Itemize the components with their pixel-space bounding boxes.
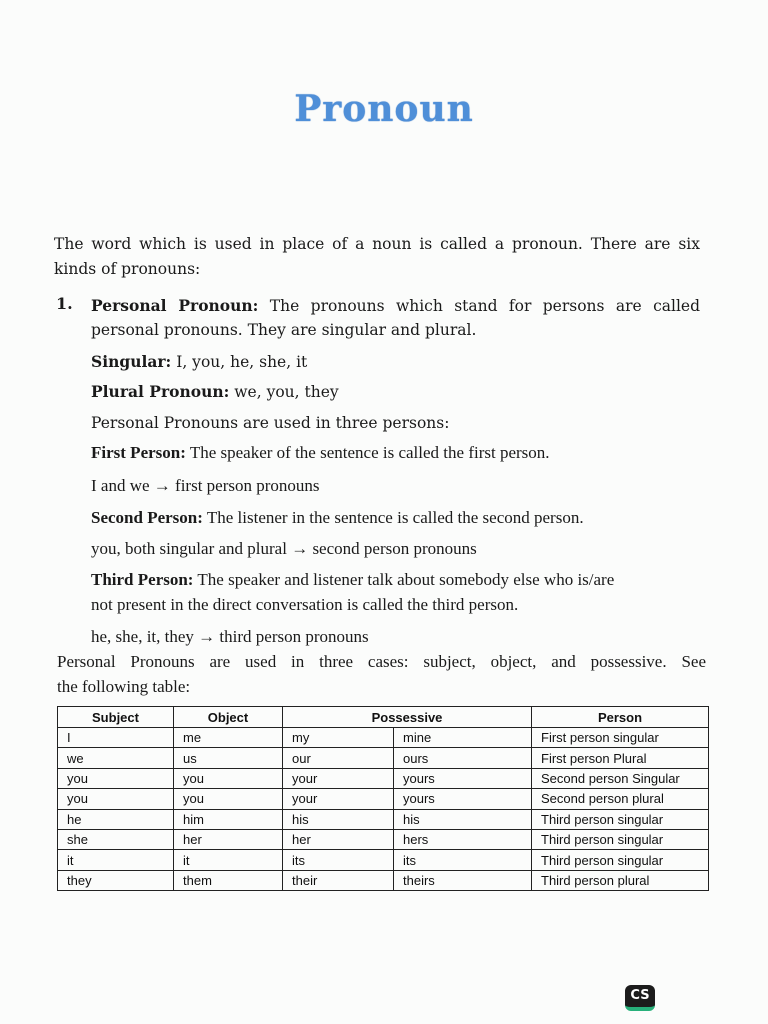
table-row: [58, 870, 709, 890]
table-row: [58, 789, 709, 809]
cell-subject: it: [58, 850, 174, 870]
personal-pronoun-heading: Personal Pronoun:: [91, 296, 259, 315]
personal-pronoun-definition: [91, 294, 700, 318]
cell-possessive-pron: his: [394, 809, 532, 829]
cell-person: Third person singular: [532, 809, 709, 829]
cell-possessive-adj: your: [283, 768, 394, 788]
table-row: [58, 829, 709, 849]
singular-line: [91, 350, 307, 374]
cell-person: First person singular: [532, 728, 709, 748]
cell-subject: they: [58, 870, 174, 890]
cell-possessive-pron: yours: [394, 768, 532, 788]
personal-pronoun-def-2: personal pronouns. They are singular and plural.: [91, 321, 477, 339]
table-row: [58, 728, 709, 748]
third-person-text-1: The speaker and listener talk about somebody else who is/are: [193, 570, 615, 589]
cell-object: them: [174, 870, 283, 890]
cases-line-2: the following table:: [57, 677, 191, 696]
second-person-label: Second Person:: [91, 508, 203, 527]
cell-object: you: [174, 768, 283, 788]
cell-possessive-pron: ours: [394, 748, 532, 768]
table-row: [58, 768, 709, 788]
cell-object: him: [174, 809, 283, 829]
second-person-text: The listener in the sentence is called the second person.: [202, 508, 584, 527]
table-row: [58, 850, 709, 870]
cell-possessive-pron: its: [394, 850, 532, 870]
header-person: Person: [532, 707, 709, 728]
camscanner-logo: CS: [625, 985, 655, 1011]
cell-possessive-adj: her: [283, 829, 394, 849]
cell-subject: I: [58, 728, 174, 748]
table-row: [58, 809, 709, 829]
cell-subject: he: [58, 809, 174, 829]
cases-line-1: Personal Pronouns are used in three cases: subject, object, and possessive. See: [57, 652, 706, 671]
cell-object: her: [174, 829, 283, 849]
personal-pronoun-def-1: The pronouns which stand for persons are called: [258, 297, 701, 315]
header-possessive: Possessive: [283, 707, 532, 728]
cell-person: Third person plural: [532, 870, 709, 890]
second-person-example: you, both singular and plural → second person pronouns: [91, 539, 477, 558]
singular-text: I, you, he, she, it: [171, 353, 308, 371]
cell-object: us: [174, 748, 283, 768]
first-person-text: The speaker of the sentence is called the first person.: [185, 443, 550, 462]
cell-object: it: [174, 850, 283, 870]
cell-subject: you: [58, 768, 174, 788]
cell-person: Third person singular: [532, 829, 709, 849]
third-person-line: [91, 568, 614, 592]
cell-possessive-pron: yours: [394, 789, 532, 809]
singular-label: Singular:: [91, 352, 172, 371]
cell-possessive-adj: our: [283, 748, 394, 768]
cell-object: me: [174, 728, 283, 748]
third-person-label: Third Person:: [91, 570, 194, 589]
second-person-line: [91, 506, 584, 530]
cell-possessive-adj: your: [283, 789, 394, 809]
cell-subject: you: [58, 789, 174, 809]
list-number: 1.: [56, 294, 73, 313]
plural-label: Plural Pronoun:: [91, 382, 230, 401]
plural-text: we, you, they: [229, 383, 339, 401]
third-person-example: he, she, it, they → third person pronouns: [91, 627, 369, 646]
cell-possessive-adj: its: [283, 850, 394, 870]
third-person-text-2: not present in the direct conversation is called the third person.: [91, 595, 519, 614]
page-title: Pronoun: [294, 88, 474, 130]
table-header-row: [58, 707, 709, 728]
first-person-line: [91, 441, 550, 465]
cell-person: Third person singular: [532, 850, 709, 870]
cell-subject: she: [58, 829, 174, 849]
cell-person: Second person Singular: [532, 768, 709, 788]
table-row: [58, 748, 709, 768]
header-subject: Subject: [58, 707, 174, 728]
cell-object: you: [174, 789, 283, 809]
intro-line-2: kinds of pronouns:: [54, 260, 201, 278]
cell-person: Second person plural: [532, 789, 709, 809]
intro-line-1: The word which is used in place of a noun is called a pronoun. There are six: [54, 235, 700, 253]
cell-possessive-pron: mine: [394, 728, 532, 748]
header-object: Object: [174, 707, 283, 728]
cell-possessive-adj: my: [283, 728, 394, 748]
cell-possessive-pron: hers: [394, 829, 532, 849]
cell-possessive-adj: his: [283, 809, 394, 829]
cell-person: First person Plural: [532, 748, 709, 768]
pronoun-table: [57, 706, 709, 891]
plural-line: [91, 380, 339, 404]
cell-possessive-pron: theirs: [394, 870, 532, 890]
persons-intro: Personal Pronouns are used in three persons:: [91, 414, 450, 432]
cell-subject: we: [58, 748, 174, 768]
first-person-label: First Person:: [91, 443, 186, 462]
cell-possessive-adj: their: [283, 870, 394, 890]
first-person-example: I and we → first person pronouns: [91, 476, 320, 495]
